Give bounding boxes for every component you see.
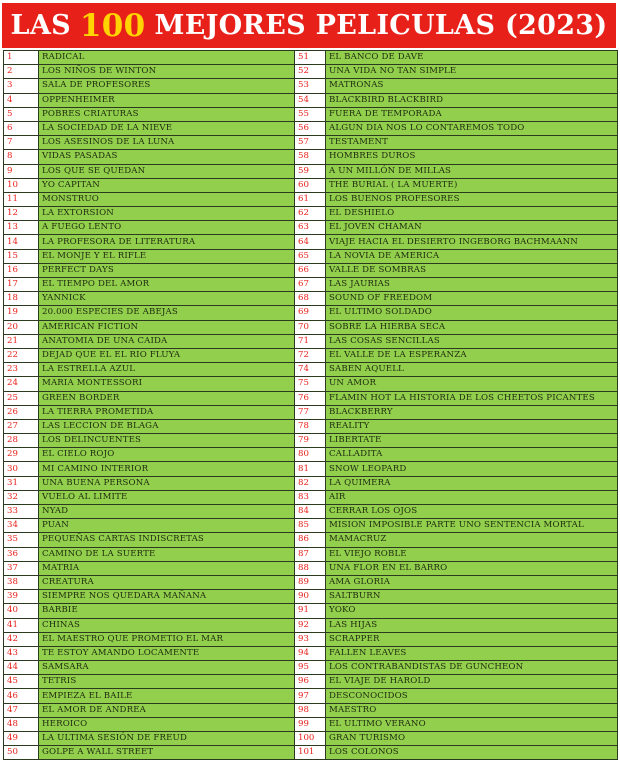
table-row: [4, 405, 618, 419]
table-row: [4, 476, 618, 490]
rank-number: 9: [4, 164, 39, 178]
movie-title: EL ULTIMO SOLDADO: [326, 306, 618, 320]
movie-title: EL JOVEN CHAMAN: [326, 221, 618, 235]
rank-number: 68: [295, 292, 326, 306]
rank-number: 17: [4, 278, 39, 292]
rank-number: 22: [4, 348, 39, 362]
movie-title: SALTBURN: [326, 590, 618, 604]
table-row: [4, 505, 618, 519]
rank-number: 10: [4, 178, 39, 192]
table-row: [4, 292, 618, 306]
table-row: [4, 249, 618, 263]
table-row: [4, 51, 618, 65]
table-row: [4, 377, 618, 391]
rank-number: 6: [4, 121, 39, 135]
movie-title: BARBIE: [39, 604, 295, 618]
rank-number: 36: [4, 547, 39, 561]
movie-title: MI CAMINO INTERIOR: [39, 462, 295, 476]
rank-number: 21: [4, 334, 39, 348]
title-suffix: MEJORES PELICULAS (2023): [154, 10, 608, 41]
movie-title: PUAN: [39, 519, 295, 533]
rank-number: 66: [295, 263, 326, 277]
rank-number: 77: [295, 405, 326, 419]
rank-number: 76: [295, 391, 326, 405]
movie-title: UNA VIDA NO TAN SIMPLE: [326, 65, 618, 79]
rank-number: 11: [4, 192, 39, 206]
movie-title: SCRAPPER: [326, 632, 618, 646]
table-row: [4, 192, 618, 206]
rank-number: 70: [295, 320, 326, 334]
rank-number: 95: [295, 661, 326, 675]
movie-title: MAESTRO: [326, 703, 618, 717]
table-row: [4, 519, 618, 533]
rank-number: 13: [4, 221, 39, 235]
movie-title: LAS JAURIAS: [326, 278, 618, 292]
table-row: [4, 79, 618, 93]
movie-title: MONSTRUO: [39, 192, 295, 206]
rank-number: 62: [295, 207, 326, 221]
movie-title: SABEN AQUELL: [326, 363, 618, 377]
rank-number: 47: [4, 703, 39, 717]
movie-title: THE BURIAL ( LA MUERTE): [326, 178, 618, 192]
rank-number: 55: [295, 107, 326, 121]
rank-number: 78: [295, 419, 326, 433]
rank-number: 14: [4, 235, 39, 249]
table-row: [4, 164, 618, 178]
movie-title: LA TIERRA PROMETIDA: [39, 405, 295, 419]
rank-number: 86: [295, 533, 326, 547]
rank-number: 59: [295, 164, 326, 178]
movie-title: LOS ASESINOS DE LA LUNA: [39, 136, 295, 150]
movie-title: LAS LECCION DE BLAGA: [39, 419, 295, 433]
table-row: [4, 136, 618, 150]
movie-title: 20.000 ESPECIES DE ABEJAS: [39, 306, 295, 320]
rank-number: 50: [4, 746, 39, 760]
movie-title: SALA DE PROFESORES: [39, 79, 295, 93]
rank-number: 81: [295, 462, 326, 476]
movie-title: SOBRE LA HIERBA SECA: [326, 320, 618, 334]
table-row: [4, 675, 618, 689]
movie-title: LA SOCIEDAD DE LA NIEVE: [39, 121, 295, 135]
movie-title: BLACKBIRD BLACKBIRD: [326, 93, 618, 107]
movie-title: POBRES CRIATURAS: [39, 107, 295, 121]
table-row: [4, 207, 618, 221]
rank-number: 3: [4, 79, 39, 93]
table-row: [4, 419, 618, 433]
rank-number: 39: [4, 590, 39, 604]
movie-title: UNA BUENA PERSONA: [39, 476, 295, 490]
movie-title: EL TIEMPO DEL AMOR: [39, 278, 295, 292]
rank-number: 51: [295, 51, 326, 65]
rank-number: 23: [4, 363, 39, 377]
rank-number: 4: [4, 93, 39, 107]
movie-title: LA QUIMERA: [326, 476, 618, 490]
table-row: [4, 703, 618, 717]
rank-number: 32: [4, 490, 39, 504]
movie-title: YOKO: [326, 604, 618, 618]
rank-number: 69: [295, 306, 326, 320]
table-row: [4, 618, 618, 632]
table-row: [4, 263, 618, 277]
table-row: [4, 632, 618, 646]
movie-title: HEROICO: [39, 717, 295, 731]
title-number: 100: [79, 7, 146, 44]
movie-title: RADICAL: [39, 51, 295, 65]
movie-title: VIAJE HACIA EL DESIERTO INGEBORG BACHMAANN: [326, 235, 618, 249]
table-row: [4, 391, 618, 405]
movie-title: GREEN BORDER: [39, 391, 295, 405]
rank-number: 85: [295, 519, 326, 533]
table-row: [4, 533, 618, 547]
movie-title: VIDAS PASADAS: [39, 150, 295, 164]
movie-title: UN AMOR: [326, 377, 618, 391]
movie-title: ANATOMIA DE UNA CAIDA: [39, 334, 295, 348]
movie-title: MAMACRUZ: [326, 533, 618, 547]
table-row: [4, 561, 618, 575]
movie-title: LA ULTIMA SESIÓN DE FREUD: [39, 732, 295, 746]
movie-title: OPPENHEIMER: [39, 93, 295, 107]
table-row: [4, 320, 618, 334]
rank-number: 97: [295, 689, 326, 703]
movie-title: VUELO AL LIMITE: [39, 490, 295, 504]
movie-title: TE ESTOY AMANDO LOCAMENTE: [39, 646, 295, 660]
movie-title: CAMINO DE LA SUERTE: [39, 547, 295, 561]
movie-title: LOS NIÑOS DE WINTON: [39, 65, 295, 79]
rank-number: 2: [4, 65, 39, 79]
rank-number: 58: [295, 150, 326, 164]
table-row: [4, 93, 618, 107]
rank-number: 44: [4, 661, 39, 675]
table-row: [4, 150, 618, 164]
rank-number: 53: [295, 79, 326, 93]
table-row: [4, 448, 618, 462]
rank-number: 83: [295, 490, 326, 504]
table-row: [4, 547, 618, 561]
movie-title: GRAN TURISMO: [326, 732, 618, 746]
rank-number: 79: [295, 434, 326, 448]
movie-title: CREATURA: [39, 575, 295, 589]
movie-title: NYAD: [39, 505, 295, 519]
rank-number: 25: [4, 391, 39, 405]
movie-title: LA PROFESORA DE LITERATURA: [39, 235, 295, 249]
table-row: [4, 107, 618, 121]
title-prefix: LAS: [10, 10, 71, 41]
rank-number: 64: [295, 235, 326, 249]
movie-title: EL CIELO ROJO: [39, 448, 295, 462]
movie-title: PERFECT DAYS: [39, 263, 295, 277]
movie-title: SAMSARA: [39, 661, 295, 675]
rank-number: 38: [4, 575, 39, 589]
rank-number: 101: [295, 746, 326, 760]
rank-number: 54: [295, 93, 326, 107]
rank-number: 61: [295, 192, 326, 206]
rank-number: 84: [295, 505, 326, 519]
table-row: [4, 590, 618, 604]
movie-title: CHINAS: [39, 618, 295, 632]
rank-number: 72: [295, 348, 326, 362]
rank-number: 88: [295, 561, 326, 575]
rank-number: 43: [4, 646, 39, 660]
movie-ranking-table: [3, 50, 618, 760]
table-row: [4, 306, 618, 320]
rank-number: 33: [4, 505, 39, 519]
movie-title: LAS HIJAS: [326, 618, 618, 632]
rank-number: 12: [4, 207, 39, 221]
table-row: [4, 235, 618, 249]
movie-title: MATRIA: [39, 561, 295, 575]
movie-title: VALLE DE SOMBRAS: [326, 263, 618, 277]
rank-number: 74: [295, 363, 326, 377]
movie-title: FUERA DE TEMPORADA: [326, 107, 618, 121]
movie-ranking-body: [4, 51, 618, 760]
rank-number: 89: [295, 575, 326, 589]
rank-number: 15: [4, 249, 39, 263]
movie-title: AIR: [326, 490, 618, 504]
movie-title: LA ESTRELLA AZUL: [39, 363, 295, 377]
rank-number: 28: [4, 434, 39, 448]
rank-number: 35: [4, 533, 39, 547]
movie-title: EL AMOR DE ANDREA: [39, 703, 295, 717]
rank-number: 65: [295, 249, 326, 263]
table-row: [4, 717, 618, 731]
movie-title: A FUEGO LENTO: [39, 221, 295, 235]
table-row: [4, 363, 618, 377]
movie-title: PEQUEÑAS CARTAS INDISCRETAS: [39, 533, 295, 547]
movie-title: SIEMPRE NOS QUEDARA MAÑANA: [39, 590, 295, 604]
movie-title: EMPIEZA EL BAILE: [39, 689, 295, 703]
rank-number: 31: [4, 476, 39, 490]
rank-number: 52: [295, 65, 326, 79]
rank-number: 87: [295, 547, 326, 561]
table-row: [4, 732, 618, 746]
table-row: [4, 65, 618, 79]
movie-title: EL VIEJO ROBLE: [326, 547, 618, 561]
movie-title: MATRONAS: [326, 79, 618, 93]
table-row: [4, 689, 618, 703]
table-row: [4, 462, 618, 476]
rank-number: 18: [4, 292, 39, 306]
movie-title: LA NOVIA DE AMERICA: [326, 249, 618, 263]
movie-title: EL VIAJE DE HAROLD: [326, 675, 618, 689]
movie-title: MISION IMPOSIBLE PARTE UNO SENTENCIA MORTAL: [326, 519, 618, 533]
rank-number: 41: [4, 618, 39, 632]
table-row: [4, 178, 618, 192]
rank-number: 71: [295, 334, 326, 348]
movie-title: FALLEN LEAVES: [326, 646, 618, 660]
movie-title: YANNICK: [39, 292, 295, 306]
rank-number: 46: [4, 689, 39, 703]
movie-title: CERRAR LOS OJOS: [326, 505, 618, 519]
rank-number: 99: [295, 717, 326, 731]
rank-number: 98: [295, 703, 326, 717]
table-row: [4, 434, 618, 448]
rank-number: 20: [4, 320, 39, 334]
rank-number: 34: [4, 519, 39, 533]
rank-number: 8: [4, 150, 39, 164]
movie-title: DESCONOCIDOS: [326, 689, 618, 703]
rank-number: 80: [295, 448, 326, 462]
rank-number: 67: [295, 278, 326, 292]
table-row: [4, 334, 618, 348]
rank-number: 45: [4, 675, 39, 689]
rank-number: 60: [295, 178, 326, 192]
rank-number: 93: [295, 632, 326, 646]
rank-number: 90: [295, 590, 326, 604]
movie-title: YO CAPITAN: [39, 178, 295, 192]
movie-title: EL MAESTRO QUE PROMETIO EL MAR: [39, 632, 295, 646]
movie-title: TETRIS: [39, 675, 295, 689]
movie-title: A UN MILLÓN DE MILLAS: [326, 164, 618, 178]
movie-title: GOLPE A WALL STREET: [39, 746, 295, 760]
rank-number: 37: [4, 561, 39, 575]
movie-title: LAS COSAS SENCILLAS: [326, 334, 618, 348]
rank-number: 5: [4, 107, 39, 121]
movie-title: LOS CONTRABANDISTAS DE GUNCHEON: [326, 661, 618, 675]
rank-number: 27: [4, 419, 39, 433]
movie-title: AMERICAN FICTION: [39, 320, 295, 334]
rank-number: 49: [4, 732, 39, 746]
movie-title: UNA FLOR EN EL BARRO: [326, 561, 618, 575]
movie-title: BLACKBERRY: [326, 405, 618, 419]
rank-number: 56: [295, 121, 326, 135]
movie-title: FLAMIN HOT LA HISTORIA DE LOS CHEETOS PICANTES: [326, 391, 618, 405]
movie-title: MARIA MONTESSORI: [39, 377, 295, 391]
movie-title: LOS QUE SE QUEDAN: [39, 164, 295, 178]
page-title: [2, 3, 616, 48]
table-row: [4, 490, 618, 504]
table-row: [4, 661, 618, 675]
movie-title: TESTAMENT: [326, 136, 618, 150]
table-row: [4, 604, 618, 618]
rank-number: 75: [295, 377, 326, 391]
rank-number: 42: [4, 632, 39, 646]
movie-title: SOUND OF FREEDOM: [326, 292, 618, 306]
rank-number: 26: [4, 405, 39, 419]
rank-number: 91: [295, 604, 326, 618]
rank-number: 7: [4, 136, 39, 150]
movie-title: LOS DELINCUENTES: [39, 434, 295, 448]
movie-title: CALLADITA: [326, 448, 618, 462]
rank-number: 57: [295, 136, 326, 150]
rank-number: 48: [4, 717, 39, 731]
rank-number: 100: [295, 732, 326, 746]
movie-title: EL VALLE DE LA ESPERANZA: [326, 348, 618, 362]
rank-number: 19: [4, 306, 39, 320]
movie-title: SNOW LEOPARD: [326, 462, 618, 476]
movie-title: EL DESHIELO: [326, 207, 618, 221]
rank-number: 40: [4, 604, 39, 618]
movie-title: LIBERTATE: [326, 434, 618, 448]
rank-number: 92: [295, 618, 326, 632]
rank-number: 24: [4, 377, 39, 391]
table-row: [4, 221, 618, 235]
rank-number: 29: [4, 448, 39, 462]
movie-title: AMA GLORIA: [326, 575, 618, 589]
movie-title: DEJAD QUE EL EL RIO FLUYA: [39, 348, 295, 362]
rank-number: 96: [295, 675, 326, 689]
movie-title: REALITY: [326, 419, 618, 433]
table-row: [4, 746, 618, 760]
movie-title: LOS COLONOS: [326, 746, 618, 760]
movie-title: ALGUN DIA NOS LO CONTAREMOS TODO: [326, 121, 618, 135]
movie-title: LOS BUENOS PROFESORES: [326, 192, 618, 206]
movie-title: EL ULTIMO VERANO: [326, 717, 618, 731]
table-row: [4, 121, 618, 135]
table-row: [4, 575, 618, 589]
movie-title: EL MONJE Y EL RIFLE: [39, 249, 295, 263]
rank-number: 94: [295, 646, 326, 660]
rank-number: 82: [295, 476, 326, 490]
table-row: [4, 278, 618, 292]
movie-title: EL BANCO DE DAVE: [326, 51, 618, 65]
table-row: [4, 646, 618, 660]
table-row: [4, 348, 618, 362]
rank-number: 30: [4, 462, 39, 476]
rank-number: 63: [295, 221, 326, 235]
rank-number: 16: [4, 263, 39, 277]
movie-title: LA EXTORSION: [39, 207, 295, 221]
rank-number: 1: [4, 51, 39, 65]
movie-title: HOMBRES DUROS: [326, 150, 618, 164]
